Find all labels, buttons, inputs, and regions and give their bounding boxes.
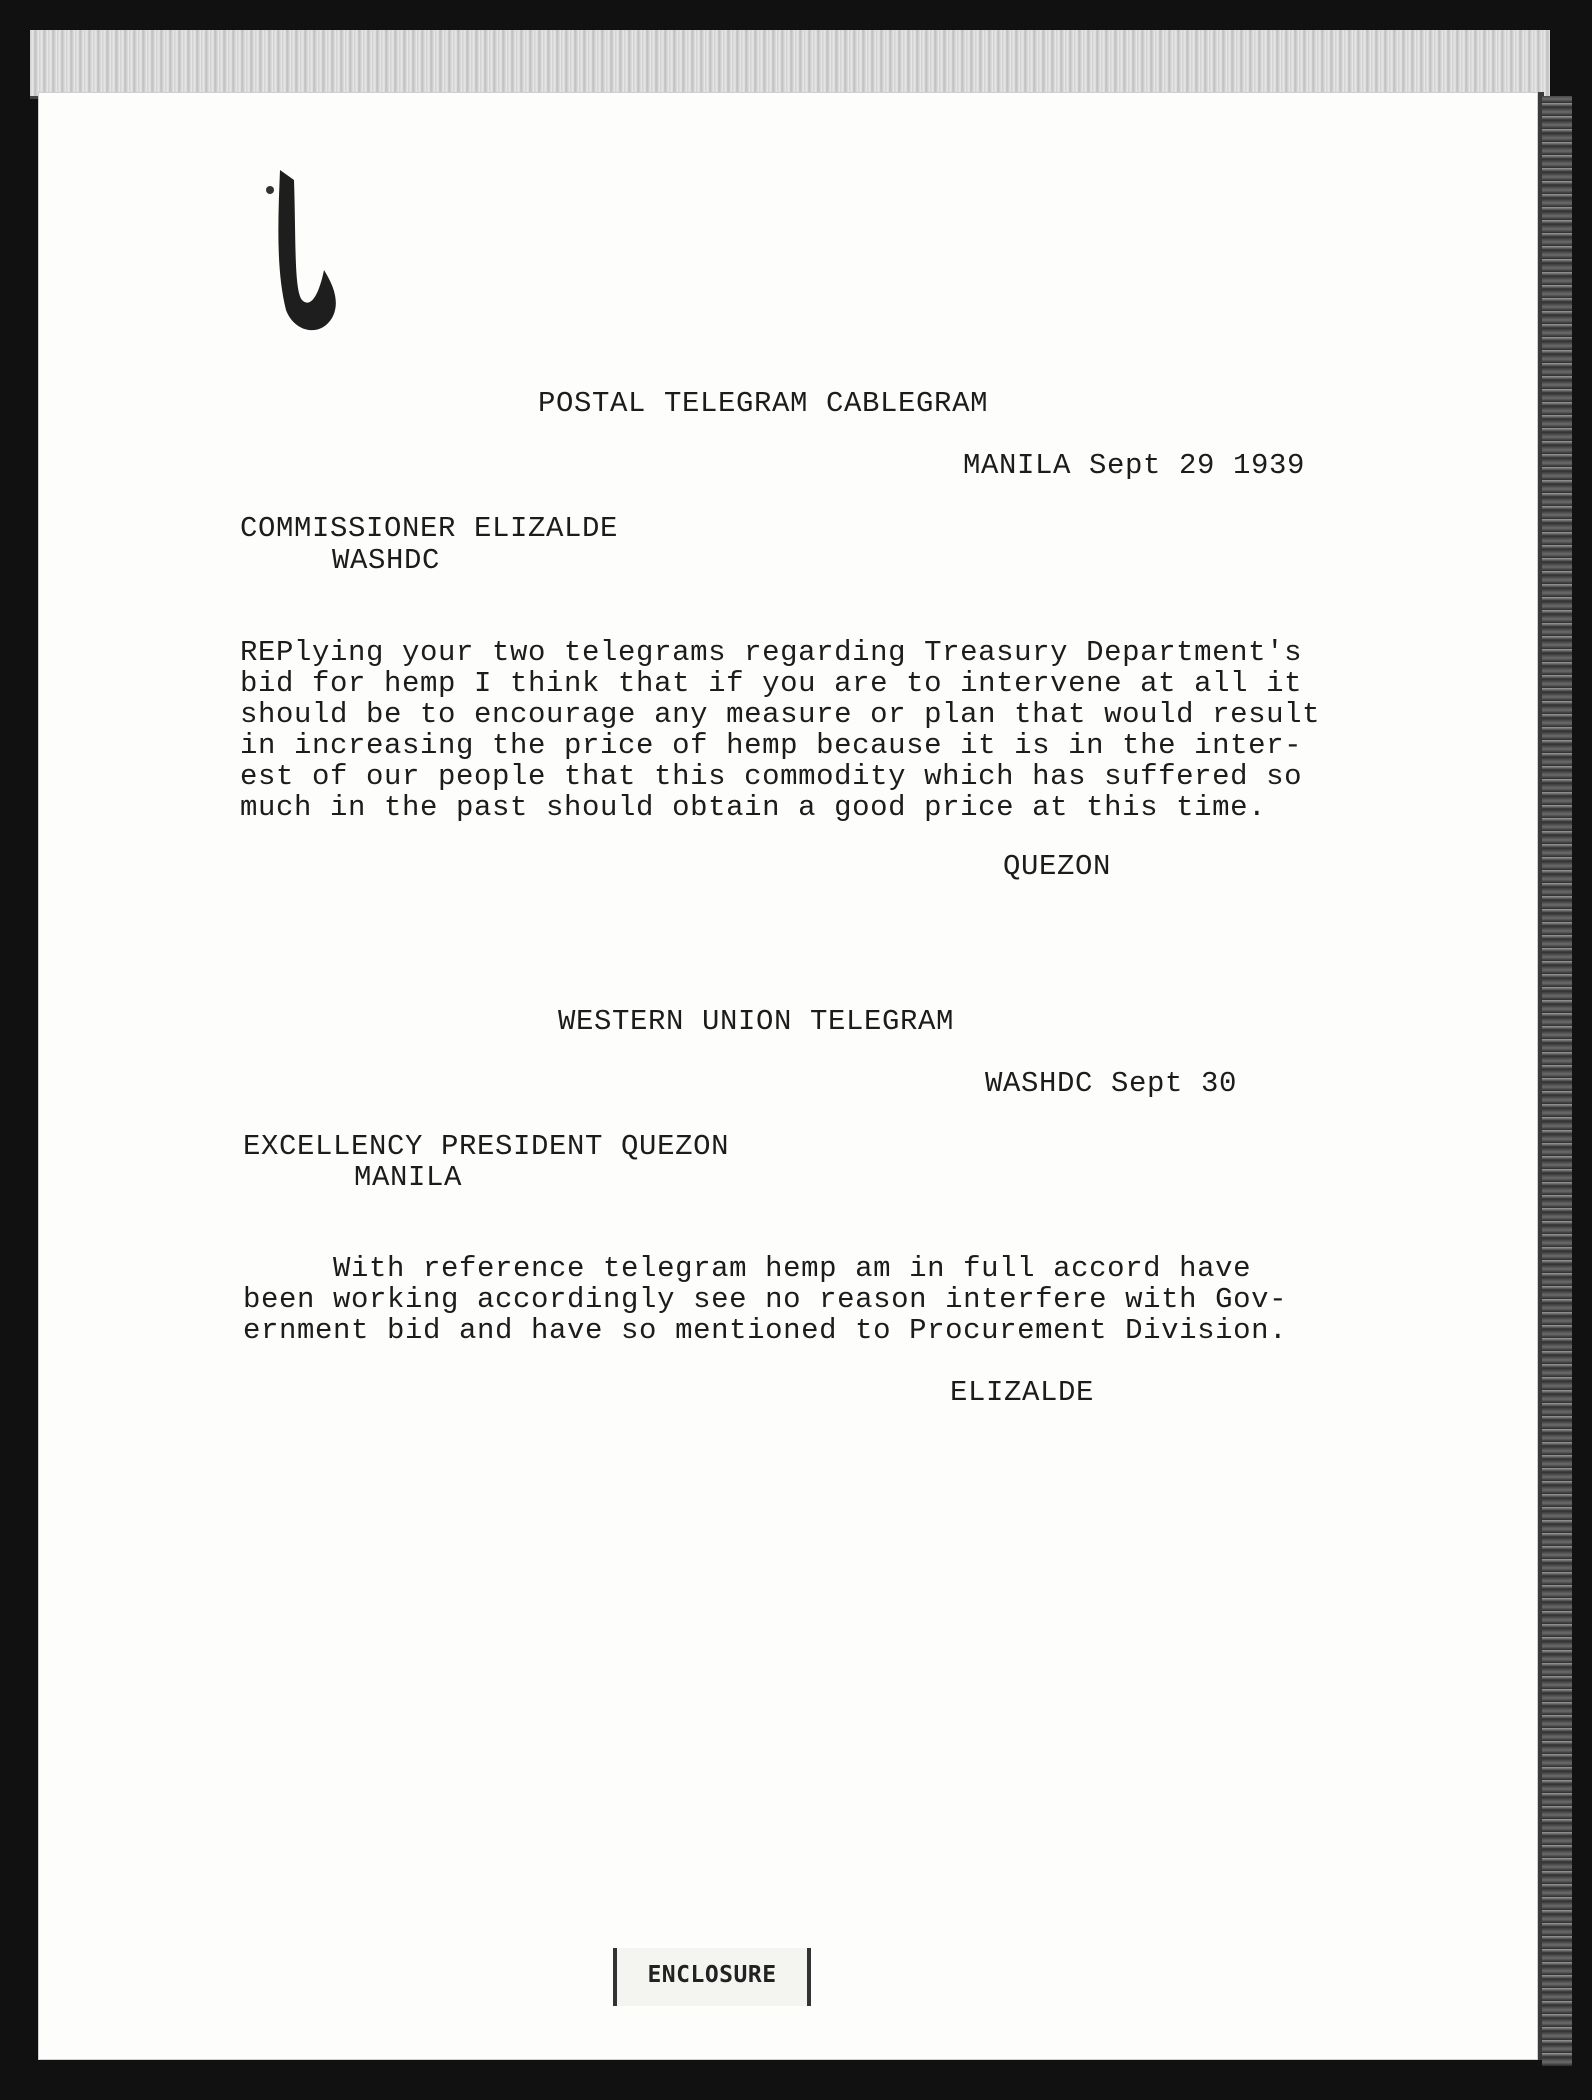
telegram2-body-line: been working accordingly see no reason interfere with Gov- xyxy=(243,1283,1288,1316)
telegram1-header: POSTAL TELEGRAM CABLEGRAM xyxy=(538,387,989,420)
telegram2-addressee-location: MANILA xyxy=(354,1161,463,1194)
telegram1-body-line: est of our people that this commodity which has suffered so xyxy=(240,760,1303,793)
telegram1-signature: QUEZON xyxy=(1003,850,1112,883)
telegram1-addressee: COMMISSIONER ELIZALDE xyxy=(240,512,619,545)
ink-smudge-mark xyxy=(250,160,350,340)
telegram2-body-line: With reference telegram hemp am in full accord have xyxy=(243,1252,1252,1285)
telegram2-addressee: EXCELLENCY PRESIDENT QUEZON xyxy=(243,1130,730,1163)
scanned-top-edge xyxy=(30,30,1550,99)
telegram1-body-line: in increasing the price of hemp because it is in the inter- xyxy=(240,729,1303,762)
telegram2-signature: ELIZALDE xyxy=(950,1376,1095,1409)
telegram1-body-line: REPlying your two telegrams regarding Treasury Department's xyxy=(240,636,1303,669)
telegram2-header: WESTERN UNION TELEGRAM xyxy=(558,1005,955,1038)
telegram2-body-line: ernment bid and have so mentioned to Procurement Division. xyxy=(243,1314,1288,1347)
telegram1-body-line: much in the past should obtain a good price at this time. xyxy=(240,791,1267,824)
enclosure-stamp xyxy=(613,1948,811,2006)
telegram2-dateline: WASHDC Sept 30 xyxy=(985,1067,1238,1100)
telegram1-addressee-location: WASHDC xyxy=(332,544,441,577)
telegram1-body-line: bid for hemp I think that if you are to intervene at all it xyxy=(240,667,1303,700)
enclosure-label: ENCLOSURE xyxy=(647,1962,777,1988)
scanned-right-edge xyxy=(1542,96,1572,2066)
telegram1-dateline: MANILA Sept 29 1939 xyxy=(963,449,1306,482)
telegram1-body-line: should be to encourage any measure or plan that would result xyxy=(240,698,1321,731)
